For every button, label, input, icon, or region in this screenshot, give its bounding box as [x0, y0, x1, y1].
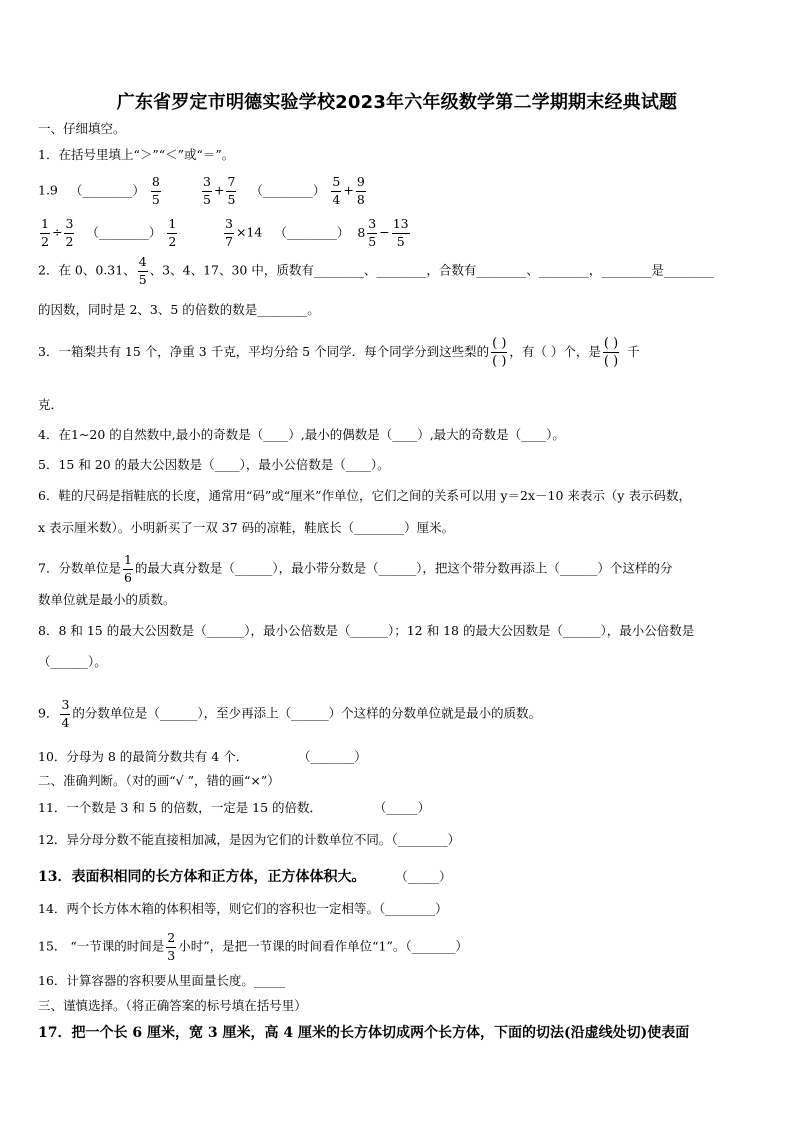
section-heading-2: 二、准确判断。（对的画“√ ”，错的画“×”）: [38, 773, 280, 788]
question-2-line-1: [38, 256, 714, 286]
section-heading-1: 一、仔细填空。: [38, 121, 126, 136]
q9-fraction: $\frac{3}{4}$: [61, 697, 70, 730]
question-1-stem: 1．在括号里填上“＞”“＜”或“＝”。: [38, 147, 235, 162]
q10-blank: （_______）: [304, 749, 367, 764]
question-4: 4．在1~20 的自然数中,最小的奇数是（____）,最小的偶数是（____）,最大的奇数是（____）。: [38, 427, 565, 442]
q1b-plus-2: +: [343, 182, 354, 198]
q7-fraction: $\frac{1}{6}$: [123, 552, 132, 585]
q1d-blank: （________）: [274, 224, 350, 240]
question-6-line-2: x 表示厘米数）。小明新买了一双 37 码的凉鞋，鞋底长（________）厘米。: [38, 520, 455, 535]
question-2-line-2: 的因数，同时是 2、3、5 的倍数的数是________。: [38, 302, 320, 317]
q1d-times: ×14: [235, 224, 263, 240]
q1d-fraction-1: $\frac{3}{7}$: [225, 216, 233, 249]
q1-row-1a: [38, 176, 163, 206]
q3-pre: 3．一箱梨共有 15 个，净重 3 千克，平均分给 5 个同学．每个同学分到这些梨的: [38, 344, 490, 359]
question-12: 12．异分母分数不能直接相加减，是因为它们的计数单位不同。（________）: [38, 832, 461, 847]
q1c-blank: （________）: [86, 224, 162, 240]
q1d-minus: −: [379, 224, 390, 240]
q1b-plus: +: [213, 182, 225, 198]
q1c-fraction-1: $\frac{1}{2}$: [41, 216, 49, 249]
q2-pre: 2．在 0、0.31、: [38, 262, 136, 278]
q13-text: 13．表面积相同的长方体和正方体，正方体体积大。: [38, 869, 366, 885]
q15-fraction: $\frac{2}{3}$: [167, 930, 176, 963]
q1-row-2b: [222, 218, 412, 248]
question-6-line-1: 6．鞋的尺码是指鞋底的长度，通常用“码”或“厘米”作单位，它们之间的关系可以用 y＝2x－10 来表示（y 表示码数，: [38, 488, 691, 503]
q13-blank: （_____）: [401, 869, 452, 884]
q1a-left: 1.9: [38, 182, 58, 198]
q1b-fraction-2: $\frac{7}{5}$: [227, 174, 236, 207]
q15-post: 小时”，是把一节课的时间看作单位“1”。（_______）: [178, 938, 468, 954]
q3-fraction-blank-1: $\frac{( )}{( )}$: [492, 336, 507, 369]
question-11: [38, 799, 430, 817]
question-8-line-2: （______）。: [38, 654, 107, 669]
question-7-line-1: [38, 554, 672, 584]
section-heading-3: 三、谨慎选择。（将正确答案的标号填在括号里）: [38, 998, 307, 1013]
q1a-blank: （________）: [69, 182, 145, 198]
q9-post: 的分数单位是（______），至少再添上（______）个这样的分数单位就是最小的质数。: [72, 705, 542, 721]
q11-text: 11．一个数是 3 和 5 的倍数，一定是 15 的倍数．: [38, 800, 323, 815]
question-8-line-1: 8．8 和 15 的最大公因数是（______），最小公倍数是（______）；12 和 18 的最大公因数是（______），最小公倍数是: [38, 623, 695, 638]
question-14: 14．两个长方体木箱的体积相等，则它们的容积也一定相等。（________）: [38, 901, 448, 916]
q1c-fraction-2: $\frac{3}{2}$: [65, 216, 74, 249]
q1b-fraction-3: $\frac{5}{4}$: [332, 174, 341, 207]
q3-mid: ，有（ ）个，是: [509, 344, 601, 359]
q2-fraction: $\frac{4}{5}$: [138, 254, 147, 287]
q1c-divide: ÷: [51, 224, 63, 240]
q1-row-1b: [200, 176, 368, 206]
q1d-fraction-3: $\frac{13}{5}$: [392, 216, 409, 249]
question-7-line-2: 数单位就是最小的质数。: [38, 592, 176, 607]
q7-post: 的最大真分数是（______），最小带分数是（______），把这个带分数再添上（______）个这样的分: [134, 560, 673, 576]
q1d-whole: 8: [357, 224, 366, 240]
q1c-fraction-3: $\frac{1}{2}$: [168, 216, 177, 249]
question-17: 17．把一个长 6 厘米，宽 3 厘米，高 4 厘米的长方体切成两个长方体，下面的切法(沿虚线处切)使表面: [38, 1025, 690, 1041]
question-3-line-1: [38, 337, 640, 368]
q11-blank: （_____）: [380, 800, 431, 815]
q15-pre: 15． “一节课的时间是: [38, 938, 165, 954]
question-16: 16．计算容器的容积要从里面量长度。_____: [38, 973, 286, 988]
question-5: 5．15 和 20 的最大公因数是（____），最小公倍数是（____）。: [38, 457, 390, 472]
q3-fraction-blank-2: $\frac{( )}{( )}$: [603, 336, 619, 369]
q9-pre: 9．: [38, 705, 59, 721]
question-9: [38, 699, 541, 729]
q1b-fraction-4: $\frac{9}{8}$: [356, 174, 365, 207]
q1-row-2a: [38, 218, 179, 248]
q1b-blank: （________）: [250, 182, 326, 198]
q2-post: 、3、4、17、30 中，质数有________、________，合数有________、________，________是________: [149, 262, 714, 278]
question-13: [38, 868, 452, 886]
q10-text: 10．分母为 8 的最简分数共有 4 个．: [38, 749, 249, 764]
q3-post: 千: [627, 344, 640, 359]
q7-pre: 7．分数单位是: [38, 560, 121, 576]
q1a-fraction: $\frac{8}{5}$: [151, 174, 160, 207]
page-title: 广东省罗定市明德实验学校2023年六年级数学第二学期期末经典试题: [116, 92, 678, 113]
question-10: [38, 748, 367, 766]
q1d-fraction-2: $\frac{3}{5}$: [368, 216, 377, 249]
q1b-fraction-1: $\frac{3}{5}$: [203, 174, 211, 207]
question-3-line-2: 克．: [38, 397, 64, 412]
question-15: [38, 932, 468, 962]
